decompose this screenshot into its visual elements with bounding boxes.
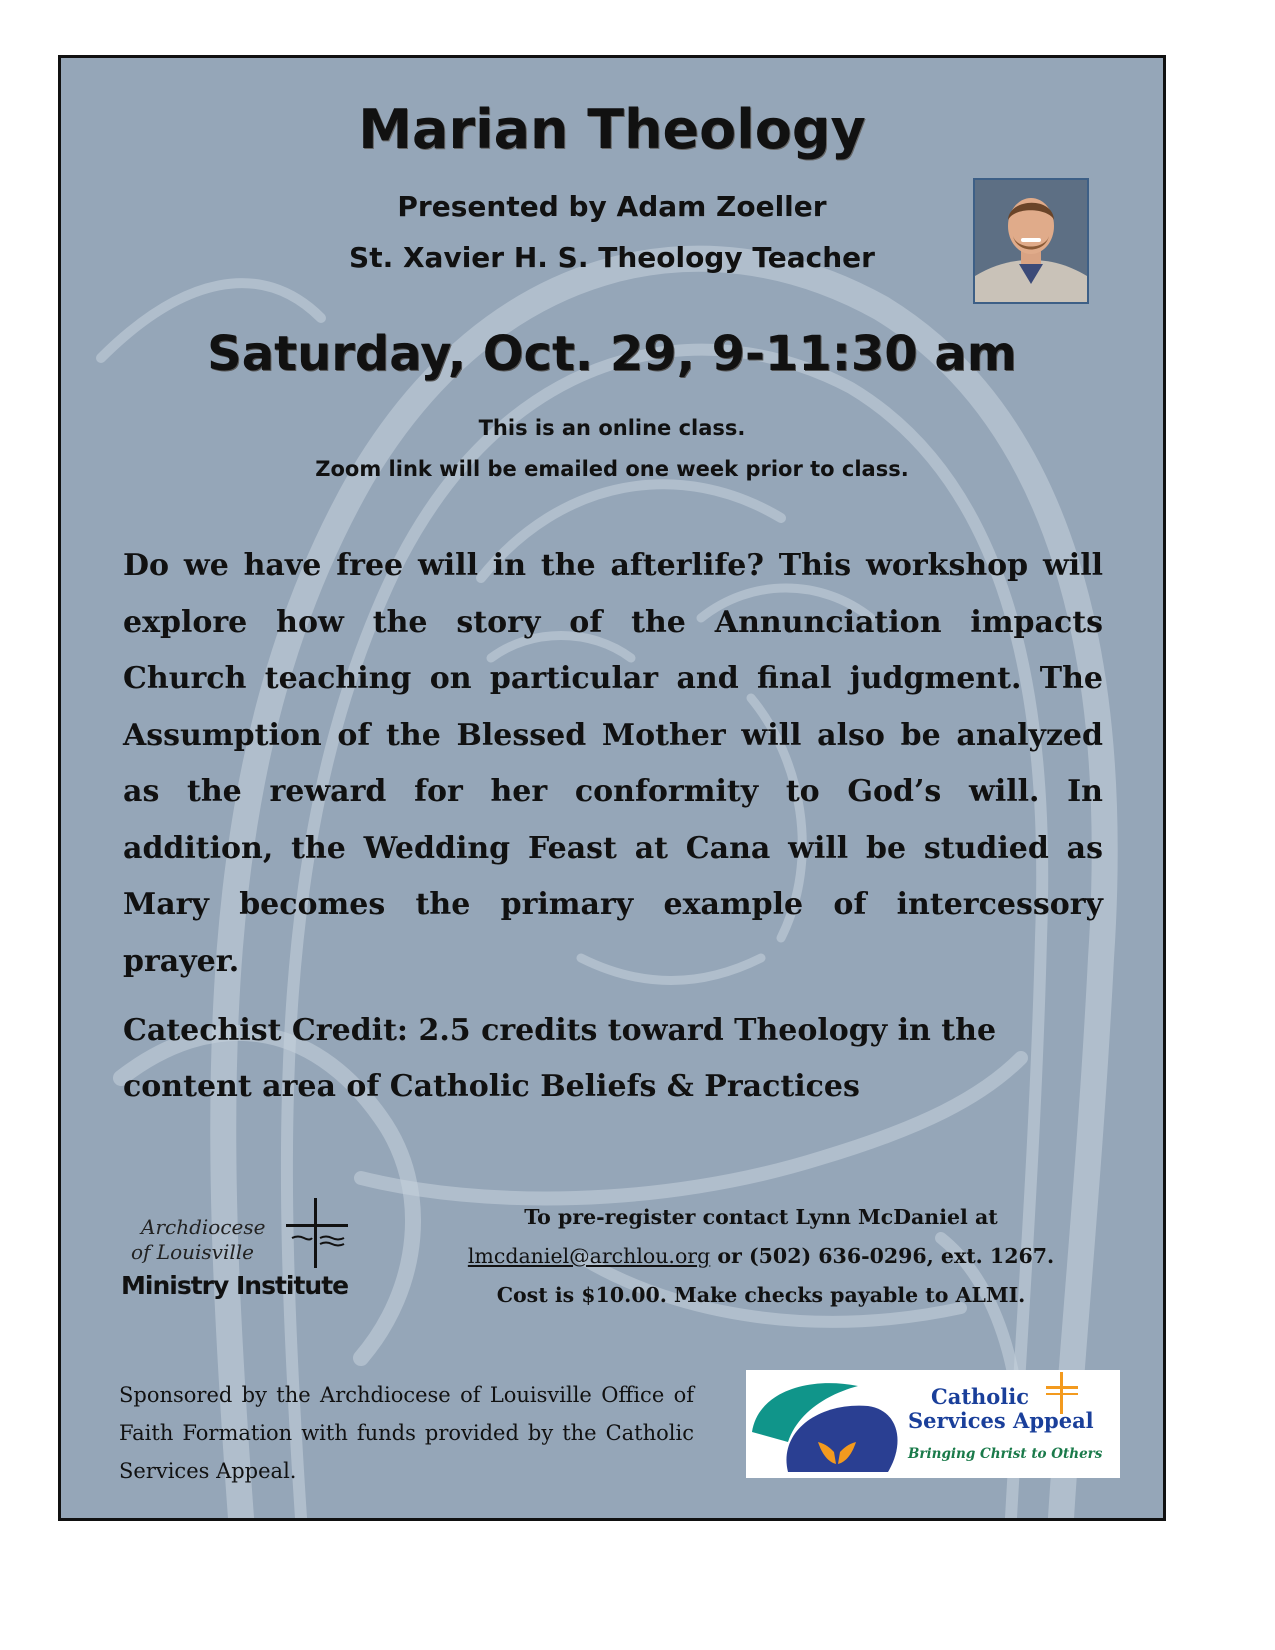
flyer-frame	[58, 55, 1166, 1521]
credit-line-2: content area of Catholic Beliefs & Practices	[123, 1069, 860, 1104]
contact-phone: or (502) 636-0296, ext. 1267.	[710, 1244, 1055, 1268]
csa-logo	[746, 1370, 1120, 1478]
praying-hands-icon	[748, 1372, 908, 1476]
almi-logo-line-3: Ministry Institute	[121, 1271, 349, 1300]
event-title: Marian Theology	[358, 98, 866, 161]
credit-line-1: Catechist Credit: 2.5 credits toward Theology in the	[123, 1013, 997, 1048]
csa-logo-line-2: Services Appeal	[908, 1408, 1094, 1433]
presenter-photo	[973, 178, 1089, 304]
catechist-credit	[123, 1003, 1103, 1115]
contact-line: To pre-register contact Lynn McDaniel at	[524, 1205, 998, 1229]
sponsor-note: Sponsored by the Archdiocese of Louisville Office of Faith Formation with funds provided by the Catholic Services Appeal.	[119, 1383, 694, 1483]
zoom-link-note: Zoom link will be emailed one week prior to class.	[315, 457, 909, 481]
almi-logo-line-1: Archdiocese	[141, 1215, 266, 1239]
presenter-name: Presented by Adam Zoeller	[397, 190, 827, 223]
online-class-note: This is an online class.	[478, 416, 746, 440]
contact-email-phone	[401, 1237, 1121, 1276]
cross-icon	[278, 1198, 358, 1268]
event-date-time: Saturday, Oct. 29, 9-11:30 am	[207, 326, 1017, 382]
contact-email-link[interactable]: lmcdaniel@archlou.org	[467, 1244, 711, 1268]
presenter-role: St. Xavier H. S. Theology Teacher	[349, 241, 875, 274]
workshop-description: Do we have free will in the afterlife? This workshop will explore how the story of the Annunciation impacts Church teaching on particular and final judgment. The Assumption of the Blessed Mother will also be analyzed as the reward for her conformity to God’s will. In addition, the Wedding Feast at Cana will be studied as Mary becomes the primary example of intercessory prayer.	[123, 548, 1103, 979]
almi-logo	[116, 1193, 366, 1303]
cost-line: Cost is $10.00. Make checks payable to ALMI.	[496, 1283, 1026, 1307]
csa-logo-tagline: Bringing Christ to Others	[908, 1446, 1103, 1462]
registration-contact	[401, 1198, 1121, 1315]
almi-logo-line-2: of Louisville	[131, 1240, 254, 1264]
csa-logo-line-1: Catholic	[931, 1384, 1030, 1409]
